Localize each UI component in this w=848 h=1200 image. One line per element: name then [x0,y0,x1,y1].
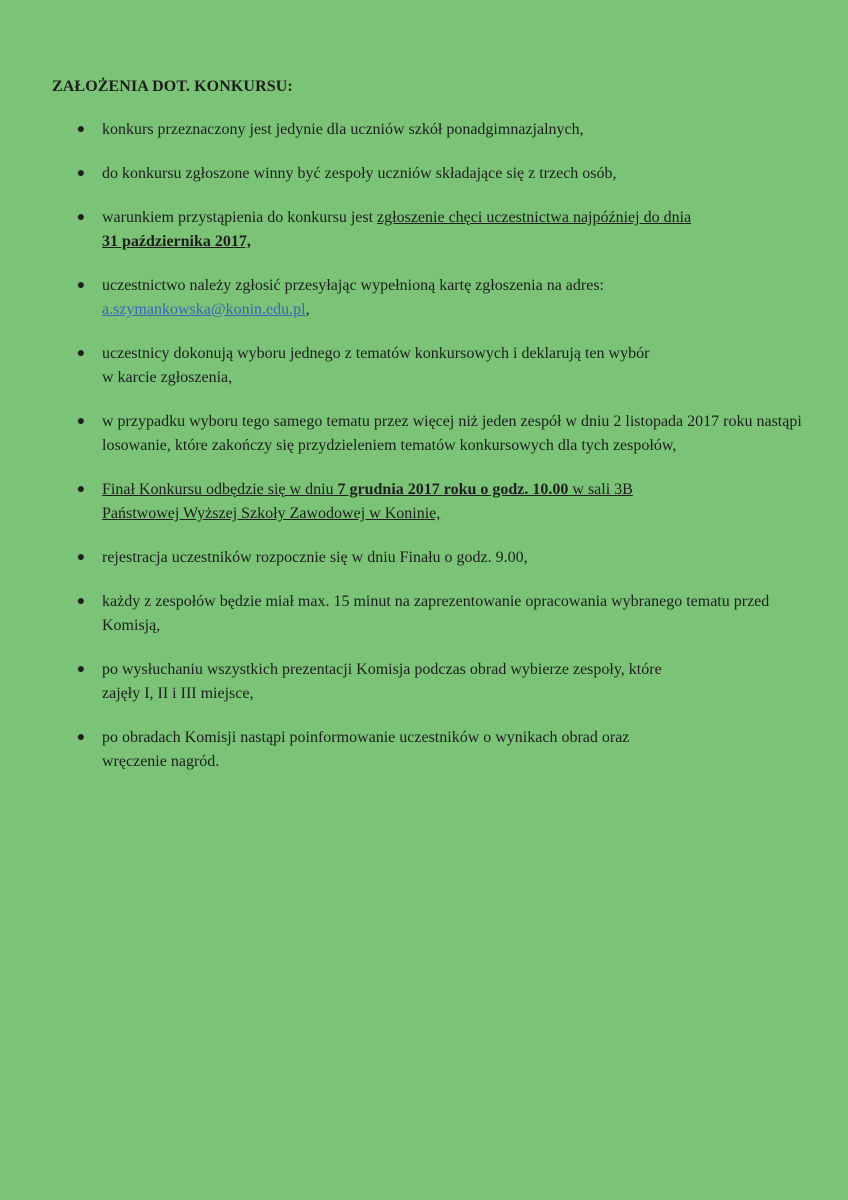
list-item [0,118,802,142]
rule-text: uczestnicy dokonują wyboru jednego z tematów konkursowych i deklarują ten wybór [102,345,650,362]
rules-list [0,118,848,794]
final-text: Finał Konkursu odbędzie się w dniu [102,481,338,498]
list-item [0,342,802,390]
rule-text-continued: wręczenie nagród. [102,753,220,770]
rule-text: po obradach Komisji nastąpi poinformowanie uczestników o wynikach obrad oraz [102,729,630,746]
rule-suffix: , [305,301,310,318]
rule-text: po wysłuchaniu wszystkich prezentacji Komisja podczas obrad wybierze zespoły, które [102,661,662,678]
final-room: w sali 3B [568,481,633,498]
list-item [0,478,802,526]
list-item [0,410,802,458]
list-item [0,658,802,706]
rule-text-continued: zajęły I, II i III miejsce, [102,685,254,702]
bullet-icon: ● [76,662,86,677]
bullet-icon: ● [76,278,86,293]
rule-text-continued: w karcie zgłoszenia, [102,369,233,386]
section-heading: ZAŁOŻENIA DOT. KONKURSU: [52,78,293,95]
bullet-icon: ● [76,210,86,225]
bullet-icon: ● [76,346,86,361]
list-item [0,546,802,570]
bullet-icon: ● [76,594,86,609]
rule-text: każdy z zespołów będzie miał max. 15 minut na zaprezentowanie opracowania wybranego tematu przed Komisją, [102,593,770,634]
list-item [0,590,802,638]
bullet-icon: ● [76,122,86,137]
rule-text: konkurs przeznaczony jest jedynie dla uczniów szkół ponadgimnazjalnych, [102,121,584,138]
email-link[interactable]: a.szymankowska@konin.edu.pl [102,301,306,318]
deadline-text: zgłoszenie chęci uczestnictwa najpóźniej do dnia [377,209,692,226]
bullet-icon: ● [76,482,86,497]
rule-text: uczestnictwo należy zgłosić przesyłając wypełnioną kartę zgłoszenia na adres: [102,277,604,294]
list-item [0,726,802,774]
deadline-date: 31 października 2017, [102,233,251,250]
rule-text: warunkiem przystąpienia do konkursu jest [102,209,378,226]
final-date: 7 grudnia 2017 roku o godz. 10.00 [337,481,569,498]
bullet-icon: ● [76,550,86,565]
list-item [0,162,802,186]
rule-text: w przypadku wyboru tego samego tematu przez więcej niż jeden zespół w dniu 2 listopada 2017 roku nastąpi losowanie, które zakończy się przydzieleniem tematów konkursowych dla tych zespołów, [102,413,802,454]
list-item [0,274,802,322]
rule-text: rejestracja uczestników rozpocznie się w dniu Finału o godz. 9.00, [102,549,528,566]
final-venue: Państwowej Wyższej Szkoły Zawodowej w Koninie, [102,505,441,522]
rule-text: do konkursu zgłoszone winny być zespoły uczniów składające się z trzech osób, [102,165,617,182]
bullet-icon: ● [76,414,86,429]
list-item [0,206,802,254]
bullet-icon: ● [76,166,86,181]
bullet-icon: ● [76,730,86,745]
